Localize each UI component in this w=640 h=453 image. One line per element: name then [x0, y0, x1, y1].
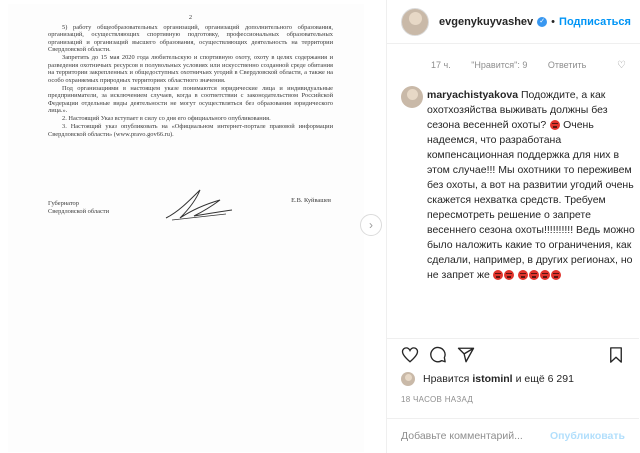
heart-icon[interactable]: ♡	[617, 60, 626, 71]
document-page-number: 2	[188, 14, 193, 21]
comment-button[interactable]	[429, 346, 447, 364]
handwritten-signature	[158, 184, 238, 224]
next-slide-button[interactable]	[360, 214, 382, 236]
angry-emoji-icon	[540, 270, 550, 280]
comment-input[interactable]	[401, 430, 561, 442]
document-paragraph: 2. Настоящий Указ вступает в силу со дня его официального опубликования.	[62, 115, 271, 122]
chevron-right-icon: ›	[369, 218, 373, 232]
comment-icon	[429, 346, 447, 364]
heart-icon	[401, 346, 419, 364]
angry-emoji-icon	[493, 270, 503, 280]
post-actions	[387, 338, 639, 368]
angry-emoji-icon	[551, 270, 561, 280]
document-paragraph: 3. Настоящий указ опубликовать на «Официальном интернет-портале правовой информации Свердловской области» (www.pravo.gov66.ru).	[48, 123, 333, 138]
post-comment-button[interactable]: Опубликовать	[550, 430, 625, 442]
angry-emoji-icon	[529, 270, 539, 280]
comment-time[interactable]: 17 ч.	[431, 60, 451, 70]
likes-count[interactable]: и ещё 6 291	[515, 373, 574, 385]
like-button[interactable]	[401, 346, 419, 364]
angry-emoji-icon	[504, 270, 514, 280]
add-comment-bar	[387, 418, 639, 453]
author-username[interactable]: evgenykuyvashev	[439, 15, 534, 28]
save-button[interactable]	[607, 346, 625, 364]
angry-emoji-icon	[518, 270, 528, 280]
signer-name: Е.В. Куйвашев	[291, 197, 331, 204]
share-icon	[457, 346, 475, 364]
liker-avatar[interactable]	[401, 372, 415, 386]
angry-emoji-icon	[550, 120, 560, 130]
share-button[interactable]	[457, 346, 475, 364]
likes-summary	[401, 372, 574, 386]
liker-username[interactable]: istominl	[472, 373, 513, 385]
comment-meta	[431, 60, 586, 70]
document-paragraph: 5) работу общеобразовательных организаций, организаций дополнительного образования, организаций, осуществляющих спортивную подготовку, профессиональных образовательных организаций и организаций высшего образования, осуществляющих деятельность на территории Свердловской области.	[48, 23, 333, 53]
document-paragraph: Запретить до 15 мая 2020 года любительскую и спортивную охоту, охоту в целях содержания и разведения охотничьих ресурсов в полувольных условиях или искусственно созданной среде обитания на территории закрепленных и общедоступных охотничьих угодий в Свердловской области, а также на особо охраняемых природных территориях областного значения.	[48, 54, 333, 84]
document-text	[48, 14, 333, 139]
comment-likes[interactable]: "Нравится": 9	[471, 60, 528, 70]
comment-text: maryachistyakova Подождите, а как охотхозяйства выживать должны без сезона весенней охоты? Очень надеемся, что разработана компенсационная поддержка для них в этом случае!!! Мы охотники то переживем без охоты, а вот на развитии угодий очень скажется нехватка средств. Требуем пересмотреть решение о запрете весеннего сезона охоты!!!!!!!!!! Ведь можно было наложить какие то ограничения, как сделали, например, в других регионах, но не запрет же	[427, 89, 635, 281]
verified-icon: ✓	[537, 17, 547, 27]
document-paragraph: Под организациями в настоящем указе понимаются юридические лица и индивидуальные предприниматели, за исключением случаев, когда в соответствии с законодательством Российской Федерации отдельные виды деятельности не могут осуществляться без образования юридического лица.».	[48, 84, 333, 114]
comment-username[interactable]: maryachistyakova	[427, 89, 519, 101]
bookmark-icon	[607, 346, 625, 364]
separator: •	[551, 15, 556, 28]
document-page	[8, 4, 364, 452]
post-sidebar	[386, 0, 640, 453]
follow-button[interactable]: Подписаться	[559, 15, 631, 28]
post-header	[387, 0, 640, 44]
comments-list[interactable]	[387, 56, 639, 338]
likes-prefix: Нравится	[423, 373, 470, 385]
avatar[interactable]	[401, 8, 429, 36]
reply-button[interactable]: Ответить	[547, 60, 587, 70]
post-timestamp: 18 ЧАСОВ НАЗАД	[401, 395, 474, 404]
comment-avatar[interactable]	[401, 86, 423, 108]
signer-title: Губернатор Свердловской области	[48, 200, 109, 215]
